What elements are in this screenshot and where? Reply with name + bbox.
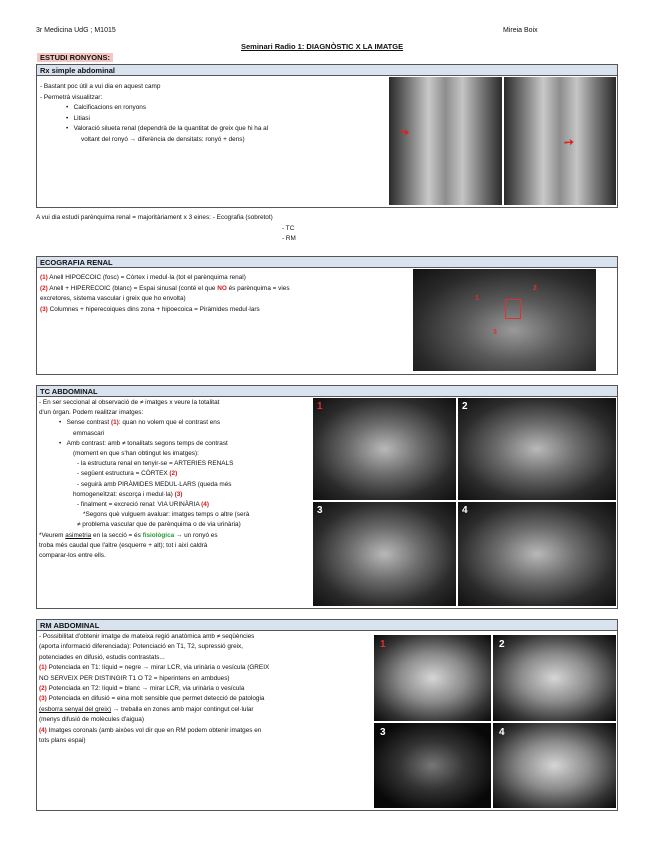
tc-line: - finalment = excreció renal: VIA URINÀRIA <box>77 501 202 509</box>
emphasis: fisiològica <box>142 531 175 539</box>
tc-line: - En ser seccional al observació de ≠ imatges x veure la totalitat <box>39 399 220 406</box>
rm-text <box>39 632 369 746</box>
tc-line: d'un òrgan. Podem realitzar imatges: <box>39 409 144 417</box>
mri-image-3 <box>374 723 491 808</box>
xray-image-left <box>389 77 502 205</box>
rm-line: NO SERVEIX PER DISTINGIR T1 O T2 = hiperintens en ambdues) <box>39 674 230 682</box>
emphasis: (esborra senyal del greix) <box>39 705 112 713</box>
ref-number: (2) <box>169 470 178 478</box>
ref-number: (2) <box>40 284 48 292</box>
document-title: Seminari Radio 1: DIAGNÒSTIC X LA IMATGE <box>241 42 404 51</box>
rm-box <box>36 619 618 811</box>
image-number: 1 <box>317 401 323 412</box>
rx-bullet: • Litiasi <box>66 114 90 122</box>
header-author: Mireia Boix <box>503 27 538 34</box>
image-number: 4 <box>499 727 505 738</box>
rx-bullet: • Calcificacions en ronyons <box>66 104 147 112</box>
ct-image-1 <box>313 398 456 500</box>
section-label: ESTUDI RONYONS: <box>37 53 113 62</box>
image-number: 1 <box>380 639 386 650</box>
tc-line: Sense contrast <box>66 419 111 427</box>
rx-title: Rx simple abdominal <box>37 65 617 76</box>
ref-number: (1) <box>39 664 47 672</box>
ref-number: (2) <box>39 685 47 693</box>
eco-line: Columnes + hiperecoiques dins zona + hipoecoica = Piràmides medul·lars <box>47 305 260 313</box>
rx-line: - Permetrà visualitzar: <box>40 93 103 101</box>
ref-number: (4) <box>201 501 209 509</box>
eco-line: excretores, sistema vascular i greix que ho envolta) <box>40 295 186 303</box>
tc-line: homogeneïtzat: escorça i medul·la) <box>73 490 175 498</box>
rm-line: → treballa en zones amb major contingut cel·lular <box>111 705 254 713</box>
tc-line: emmascari <box>73 429 105 437</box>
xray-image-right <box>504 77 616 205</box>
rm-line: (menys difusió de molècules d'aigua) <box>39 716 144 724</box>
image-number: 3 <box>380 727 386 738</box>
tools-line: - TC <box>282 224 295 232</box>
eco-text <box>40 273 410 315</box>
eco-title: ECOGRAFIA RENAL <box>37 257 617 268</box>
label-1: 1 <box>475 295 479 302</box>
mri-image-4 <box>493 723 616 808</box>
mri-image-1 <box>374 635 491 721</box>
label-3: 3 <box>493 329 497 336</box>
ref-number: (4) <box>39 726 47 734</box>
rx-bullet-text: Valoració silueta renal (dependrà de la quantitat de greix que hi ha al <box>73 125 269 133</box>
image-number: 2 <box>462 401 468 412</box>
rm-line: Potenciada en T2: líquid = blanc → mirar LCR, via urinària o vesícula <box>46 685 245 693</box>
rx-box <box>36 64 618 208</box>
rm-line: Potenciada en T1: líquid = negre → mirar LCR, via urinària o vesícula (GREIX <box>46 664 270 672</box>
tc-line: ≠ problema vascular que de parènquima o de via urinària) <box>77 521 241 529</box>
rx-line: - Bastant poc útil a vui dia en aquest camp <box>40 83 161 90</box>
arrow-icon: ➚ <box>560 133 578 151</box>
rm-line: tots plans espai) <box>39 737 86 745</box>
ct-image-3 <box>313 502 456 606</box>
ct-image-2 <box>458 398 616 500</box>
emphasis: asimetria <box>65 531 92 539</box>
tc-line: troba més caudal que l'altre (esquerre + alt); tot i així caldrà <box>39 541 208 549</box>
tc-line: (moment en que s'han obtingut les imatges): <box>73 450 199 458</box>
rx-bullet-text: Litiasi <box>73 114 90 122</box>
ref-number: (1) <box>110 419 119 427</box>
image-number: 2 <box>499 639 505 650</box>
tc-line: - seguirà amb PIRÀMIDES MEDUL·LARS (queda més <box>77 480 232 488</box>
tools-line: - RM <box>282 235 296 243</box>
rx-text <box>40 82 385 146</box>
rm-line: potenciades en difusió, estudis contrastats... <box>39 653 165 661</box>
rm-title: RM ABDOMINAL <box>37 620 617 631</box>
ref-number: (3) <box>174 490 183 498</box>
ct-image-4 <box>458 502 616 606</box>
tc-title: TC ABDOMINAL <box>37 386 617 397</box>
image-number: 4 <box>462 505 468 516</box>
header-course: 3r Medicina UdG ; M1015 <box>36 27 116 34</box>
rx-bullet-text: Calcificacions en ronyons <box>73 104 147 112</box>
mri-image-2 <box>493 635 616 721</box>
tc-text: - En ser seccional al observació de ≠ imatges x veure la totalitat d'un òrgan. Podem realitzar imatges: • Sense contrast (1): quan no volem que el contrast ens emmascari • Amb contrast: amb ≠ tonalitats segons temps de contrast (moment en que s'han obtingut les imatges): - la estructura renal en tenyir-se = ARTERIES RENALS - següent estructura = CÒRTEX (2) - seguirà amb PIRÀMIDES MEDUL·LARS (queda més homogeneïtzat: escorça i medul·la) (3) - finalment = excreció renal: VIA URINÀRIA (4) *Segons què vulguem avaluar: imatges temps o altre (serà ≠ problema vascular que de parènquima o de via urinària) *Veurem asimetria en la secció = és fisiològica → un ronyó es troba més caudal que l'altre (esquerre + alt); tot i així caldrà comparar-los entre ells. <box>39 398 311 561</box>
tc-line: comparar-los entre ells. <box>39 552 106 560</box>
eco-line: és parènquima = vies <box>226 284 290 292</box>
tools-line: A vui dia estudi parènquima renal = majoritàriament x 3 eines: - Ecografia (sobretot) <box>36 214 273 221</box>
eco-line: Anell + HIPERECOIC (blanc) = Espai sinusal (conté el que <box>47 284 218 292</box>
tc-line: en la secció = és <box>91 531 143 539</box>
rm-line: Potenciada en difusió = eina molt sensible que permet detecció de patologia <box>46 695 265 703</box>
rm-line: - Possibilitat d'obtenir imatge de mateixa regió anatòmica amb ≠ seqüències <box>39 633 255 640</box>
tc-line: Amb contrast: amb ≠ tonalitats segons temps de contrast <box>66 439 228 447</box>
tc-line: : quan no volem que el contrast ens <box>118 419 221 427</box>
ref-number: (1) <box>40 274 48 281</box>
tc-line: - següent estructura = CÒRTEX <box>77 470 170 478</box>
image-number: 3 <box>317 505 323 516</box>
ref-number: (3) <box>40 305 48 313</box>
tc-box <box>36 385 618 609</box>
rx-bullet-cont: voltant del ronyó → diferència de densitats: ronyó + dens) <box>81 135 245 143</box>
arrow-icon: ➘ <box>395 123 413 141</box>
ref-number: (3) <box>39 695 47 703</box>
ultrasound-image <box>413 269 596 371</box>
eco-box <box>36 256 618 375</box>
tc-line: *Veurem <box>39 531 66 539</box>
tc-line: *Segons què vulguem avaluar: imatges temps o altre (serà <box>83 511 250 519</box>
label-2: 2 <box>533 285 537 292</box>
tc-line: → un ronyó es <box>174 531 218 539</box>
tc-line: - la estructura renal en tenyir-se = ARTERIES RENALS <box>77 460 234 468</box>
eco-line: Anell HIPOECOIC (fosc) = Còrtex i medul·la (tot el parènquima renal) <box>47 274 246 281</box>
rx-bullet: • Valoració silueta renal (dependrà de la quantitat de greix que hi ha al <box>66 125 269 133</box>
rm-line: Imatges coronals (amb aixòes vol dir que en RM podem obtenir imatges en <box>46 726 262 734</box>
rm-line: (aporta informació diferenciada): Potenciació en T1, T2, supressió greix, <box>39 643 244 651</box>
emphasis: NO <box>217 284 227 292</box>
highlight-box <box>505 299 521 319</box>
parenchyma-tools <box>36 213 456 245</box>
